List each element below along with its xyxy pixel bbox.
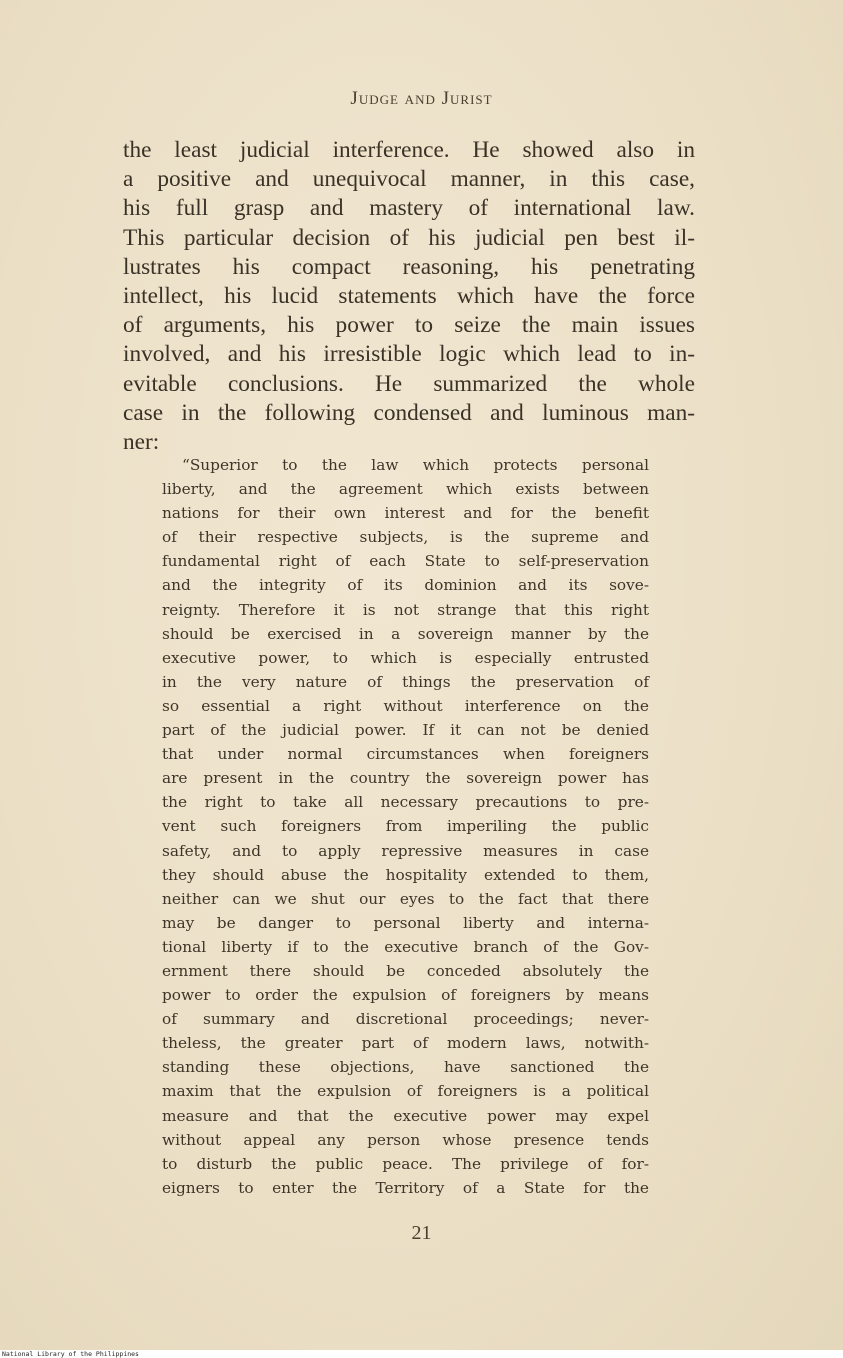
quote-line: eigners to enter the Territory of a State for the — [162, 1178, 649, 1197]
quote-line: to disturb the public peace. The privilege of for- — [162, 1154, 649, 1173]
body-line: This particular decision of his judicial pen best il- — [123, 224, 695, 251]
quote-line: “Superior to the law which protects personal — [182, 456, 649, 474]
quote-line: nations for their own interest and for the benefit — [162, 504, 649, 523]
running-head-word-1: udge and — [358, 88, 442, 109]
body-line: lustrates his compact reasoning, his penetrating — [123, 253, 695, 280]
quote-line: the right to take all necessary precautions to pre- — [162, 793, 649, 812]
block-quote — [162, 453, 649, 1200]
quote-line: so essential a right without interference on the — [162, 696, 649, 715]
body-line: of arguments, his power to seize the main issues — [123, 312, 695, 339]
quote-line: executive power, to which is especially entrusted — [162, 648, 649, 667]
body-line: the least judicial interference. He showed also in — [123, 137, 695, 163]
quote-line: should be exercised in a sovereign manner by the — [162, 624, 649, 643]
quote-line: part of the judicial power. If it can not be denied — [162, 721, 649, 740]
quote-line: in the very nature of things the preservation of — [162, 672, 649, 691]
body-line: evitable conclusions. He summarized the whole — [123, 370, 695, 397]
quote-line: tional liberty if to the executive branch of the Gov- — [162, 937, 649, 956]
quote-line: fundamental right of each State to self-preservation — [162, 552, 649, 571]
body-line: involved, and his irresistible logic which lead to in- — [123, 341, 695, 368]
library-credit: National Library of the Philippines — [2, 1350, 139, 1358]
running-head-initial-1: J — [350, 88, 359, 109]
running-head-word-2: urist — [450, 88, 493, 109]
body-line: ner: — [123, 429, 160, 456]
body-line: intellect, his lucid statements which have the force — [123, 283, 695, 310]
running-head — [0, 88, 843, 110]
quote-line: are present in the country the sovereign power has — [162, 769, 649, 788]
body-paragraph — [123, 136, 695, 457]
quote-line: safety, and to apply repressive measures in case — [162, 841, 649, 860]
quote-line: theless, the greater part of modern laws, notwith- — [162, 1034, 649, 1053]
quote-line: power to order the expulsion of foreigners by means — [162, 986, 649, 1005]
quote-line: they should abuse the hospitality extended to them, — [162, 865, 649, 884]
quote-line: maxim that the expulsion of foreigners is a political — [162, 1082, 649, 1101]
quote-line: vent such foreigners from imperiling the public — [162, 817, 649, 836]
quote-line: reignty. Therefore it is not strange that this right — [162, 600, 649, 619]
quote-line: measure and that the executive power may expel — [162, 1106, 649, 1125]
quote-line: of summary and discretional proceedings; never- — [162, 1010, 649, 1029]
quote-line: and the integrity of its dominion and its sove- — [162, 576, 649, 595]
quote-line: neither can we shut our eyes to the fact that there — [162, 889, 649, 908]
quote-line: standing these objections, have sanctioned the — [162, 1058, 649, 1077]
page-number: 21 — [411, 1222, 432, 1244]
quote-line: ernment there should be conceded absolutely the — [162, 961, 649, 980]
running-head-initial-2: J — [441, 88, 451, 109]
quote-line: liberty, and the agreement which exists between — [162, 480, 649, 499]
quote-line: may be danger to personal liberty and interna- — [162, 913, 649, 932]
body-line: his full grasp and mastery of international law. — [123, 195, 695, 222]
body-line: a positive and unequivocal manner, in this case, — [123, 166, 695, 193]
quote-line: of their respective subjects, is the supreme and — [162, 528, 649, 547]
quote-line: without appeal any person whose presence tends — [162, 1130, 649, 1149]
quote-line: that under normal circumstances when foreigners — [162, 745, 649, 764]
body-line: case in the following condensed and luminous man- — [123, 399, 695, 426]
